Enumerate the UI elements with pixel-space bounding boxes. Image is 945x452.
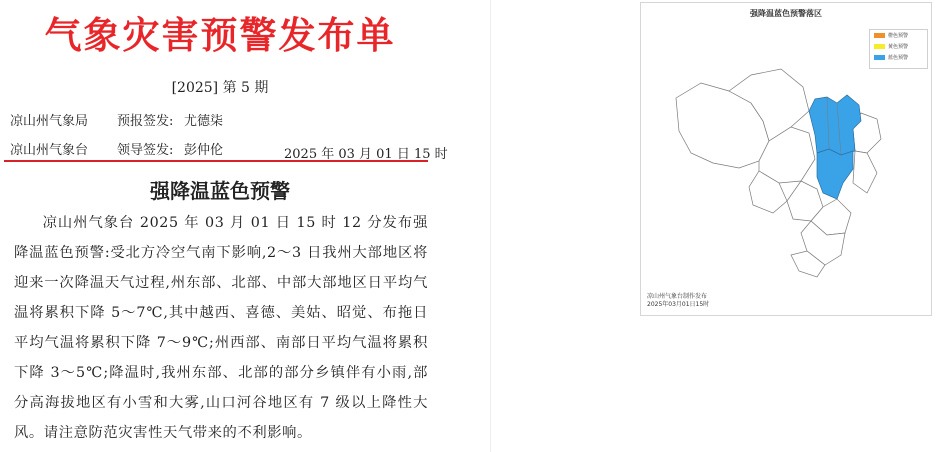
legend-swatch-yellow (874, 44, 885, 49)
meta-person-1: 尤德柒 (184, 114, 224, 129)
map-footer-time: 2025年03月01日15时 (647, 301, 710, 308)
legend-label-orange: 橙色预警 (888, 33, 909, 39)
map-title: 强降温蓝色预警落区 (750, 9, 822, 18)
legend-item-orange (870, 30, 927, 41)
meta-role-1: 预报签发: (117, 114, 174, 129)
meta-org-1: 凉山州气象局 (10, 114, 89, 129)
legend-item-blue (870, 52, 927, 63)
meta-role-2: 领导签发: (117, 143, 174, 158)
meta-person-2: 彭仲伦 (184, 143, 224, 158)
legend-label-yellow: 黄色预警 (888, 44, 909, 50)
document-title: 气象灾害预警发布单 (44, 14, 396, 57)
warning-body: 凉山州气象台 2025 年 03 月 01 日 15 时 12 分发布强降温蓝色预警:受北方冷空气南下影响,2～3 日我州大部地区将迎来一次降温天气过程,州东部、北部、中部大部地区日平均气温将累积下降 5～7℃,其中越西、喜德、美姑、昭觉、布拖日平均气温将累积下降 7～9℃;州西部、南部日平均气温将累积下降 3～5℃;降温时,我州东部、北部的部分乡镇伴有小雨,部分高海拔地区有小雪和大雾,山口河谷地区有 7 级以上降性大风。请注意防范灾害性天气带来的不利影响。 (14, 215, 428, 441)
header-rule (4, 160, 428, 162)
issue-number: [2025] 第 5 期 (171, 80, 269, 96)
legend-item-yellow (870, 41, 927, 52)
panel-divider (490, 0, 491, 452)
map-warning-zone-north (809, 95, 861, 155)
map-legend (869, 29, 928, 69)
legend-swatch-blue (874, 55, 885, 60)
legend-label-blue: 蓝色预警 (888, 55, 909, 61)
warning-headline: 强降温蓝色预警 (150, 179, 290, 203)
map-footer-org: 凉山州气象台制作发布 (647, 293, 708, 300)
meta-org-2: 凉山州气象台 (10, 143, 89, 158)
warning-map-card (640, 2, 932, 316)
map-county-east (853, 151, 877, 193)
legend-swatch-orange (874, 33, 885, 38)
map-footer (647, 293, 709, 309)
issued-time: 2025 年 03 月 01 日 15 时 (284, 147, 448, 162)
map-warning-zone-south (817, 149, 853, 199)
